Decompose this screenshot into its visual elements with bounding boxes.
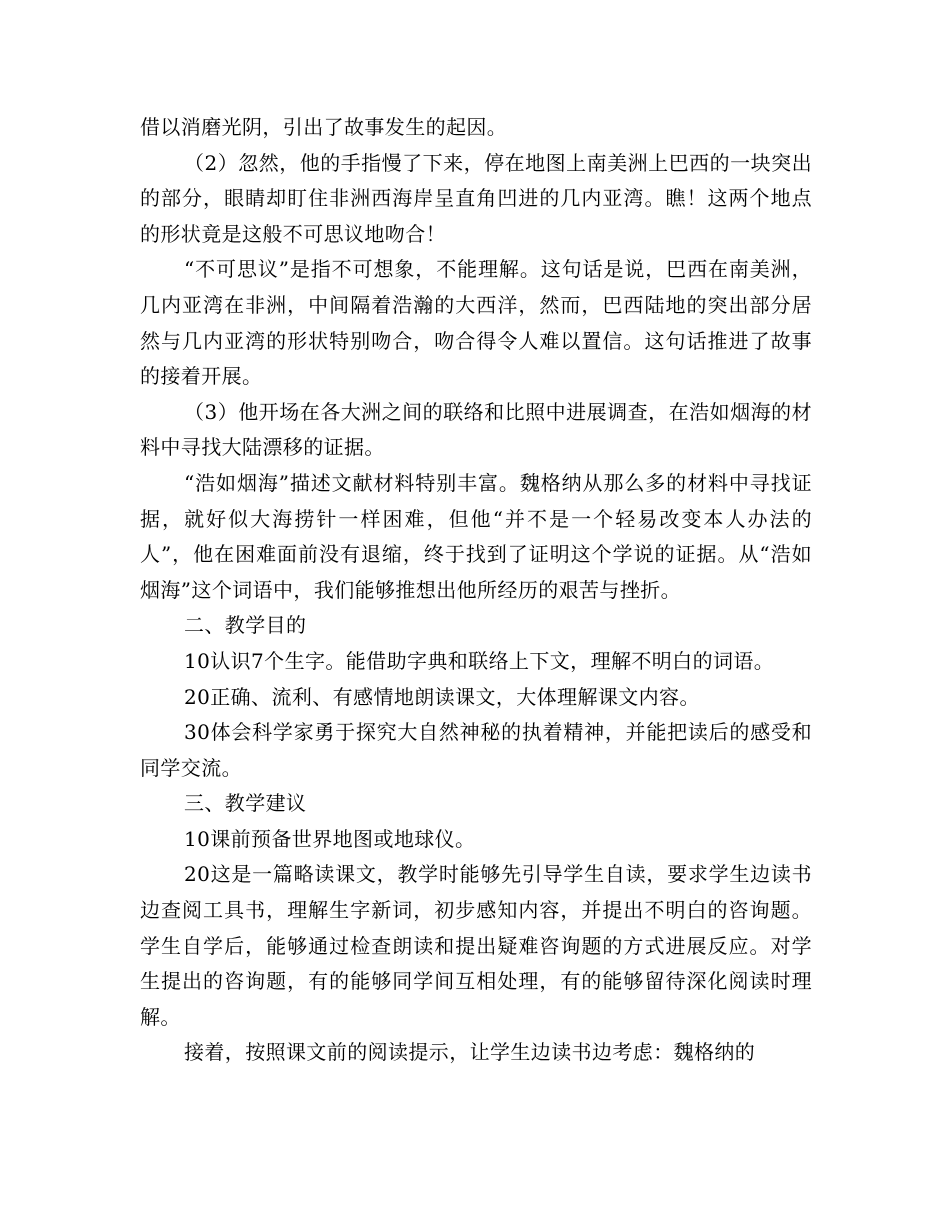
objective-item-2: 20正确、流利、有感情地朗读课文，大体理解课文内容。 [184, 684, 700, 709]
paragraph-3: “不可思议”是指不可想象，不能理解。这句话是说，巴西在南美洲，几内亚湾在非洲，中间隔着浩瀚的大西洋，然而，巴西陆地的突出部分居然与几内亚湾的形状特别吻合，吻合得令人难以置信。这句话推进了故事的接着开展。 [140, 257, 812, 389]
paragraph-2: （2）忽然，他的手指慢了下来，停在地图上南美洲上巴西的一块突出的部分，眼睛却盯住非洲西海岸呈直角凹进的几内亚湾。瞧！这两个地点的形状竟是这般不可思议地吻合！ [140, 150, 812, 246]
objective-item-3: 30体会科学家勇于探究大自然神秘的执着精神，并能把读后的感受和同学交流。 [140, 720, 812, 780]
paragraph-1: 借以消磨光阴，引出了故事发生的起因。 [140, 115, 508, 139]
objective-item-1: 10认识7个生字。能借助字典和联络上下文，理解不明白的词语。 [184, 648, 775, 673]
paragraph-5: “浩如烟海”描述文献材料特别丰富。魏格纳从那么多的材料中寻找证据，就好似大海捞针一样困难，但他“并不是一个轻易改变本人办法的人”，他在困难面前没有退缩，终于找到了证明这个学说的证据。从“浩如烟海”这个词语中，我们能够推想出他所经历的艰苦与挫折。 [140, 470, 812, 602]
section-heading-objectives: 二、教学目的 [184, 613, 307, 638]
paragraph-4: （3）他开场在各大洲之间的联络和比照中进展调查，在浩如烟海的材料中寻找大陆漂移的证据。 [140, 399, 812, 460]
section-heading-suggestions: 三、教学建议 [184, 791, 307, 816]
document-page [140, 110, 812, 1071]
suggestion-item-2: 20这是一篇略读课文，教学时能够先引导学生自读，要求学生边读书边查阅工具书，理解生字新词，初步感知内容，并提出不明白的咨询题。学生自学后，能够通过检查朗读和提出疑难咨询题的方式进展反应。对学生提出的咨询题，有的能够同学间互相处理，有的能够留待深化阅读时理解。 [140, 862, 812, 1029]
suggestion-item-1: 10课前预备世界地图或地球仪。 [184, 826, 476, 851]
paragraph-last: 接着，按照课文前的阅读提示，让学生边读书边考虑：魏格纳的 [184, 1040, 756, 1065]
